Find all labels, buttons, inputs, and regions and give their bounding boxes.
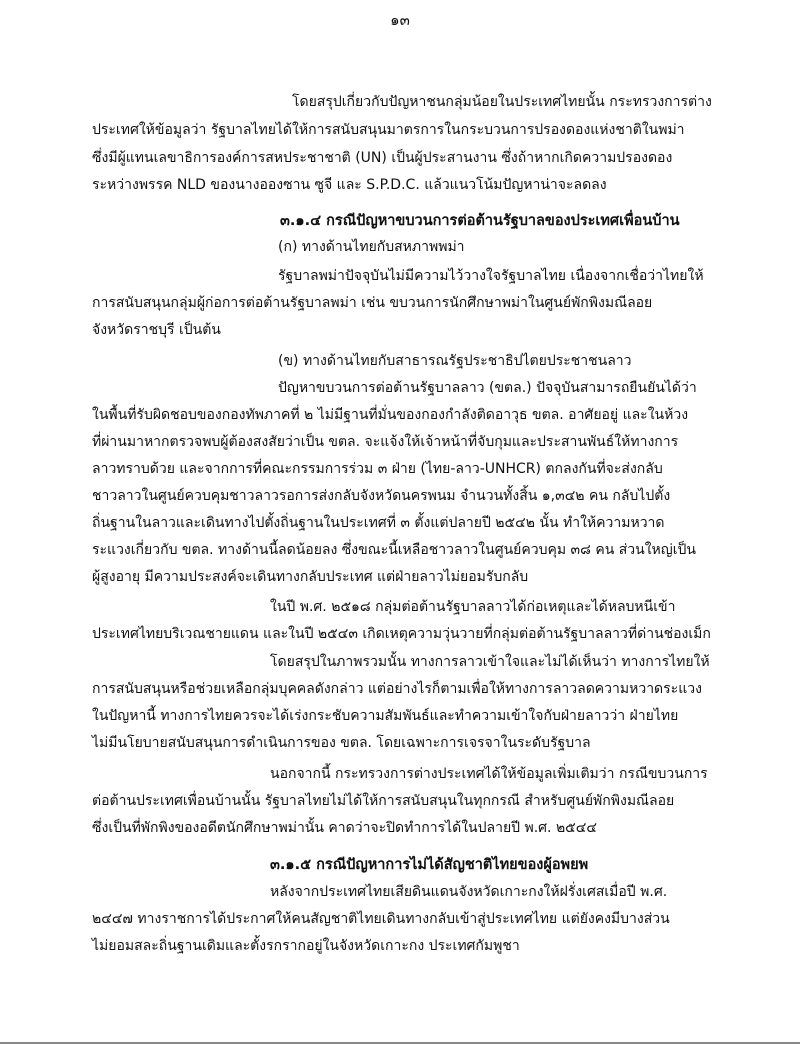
subsection-label: (ก) ทางด้านไทยกับสหภาพพม่า bbox=[278, 239, 465, 255]
paragraph-line: ในปัญหานี้ ทางการไทยควรจะได้เร่งกระชับความสัมพันธ์และทำความเข้าใจกับฝ่ายลาวว่า ฝ่ายไทย bbox=[92, 708, 679, 724]
paragraph-line: ต่อต้านประเทศเพื่อนบ้านนั้น รัฐบาลไทยไม่ได้ให้การสนับสนุนในทุกกรณี สำหรับศูนย์พักพิงมณีลอย bbox=[92, 793, 675, 809]
page-bottom-border bbox=[0, 1042, 800, 1044]
paragraph-line: ซึ่งเป็นที่พักพิงของอดีตนักศึกษาพม่านั้น คาดว่าจะปิดทำการได้ในปลายปี พ.ศ. ๒๕๔๔ bbox=[92, 820, 597, 836]
paragraph-line: ลาวทราบด้วย และจากการที่คณะกรรมการร่วม ๓ ฝ่าย (ไทย-ลาว-UNHCR) ตกลงกันที่จะส่งกลับ bbox=[92, 461, 663, 477]
paragraph-line: ที่ผ่านมาหากตรวจพบผู้ต้องสงสัยว่าเป็น ขตล. จะแจ้งให้เจ้าหน้าที่จับกุมและประสานพันธ์ให้ทางการ bbox=[92, 434, 679, 450]
paragraph-line: การสนับสนุนกลุ่มผู้ก่อการต่อต้านรัฐบาลพม่า เช่น ขบวนการนักศึกษาพม่าในศูนย์พักพิงมณีลอย bbox=[92, 295, 653, 311]
paragraph-line: การสนับสนุนหรือช่วยเหลือกลุ่มบุคคลดังกล่าว แต่อย่างไรก็ตามเพื่อให้ทางการลาวลดความหวาดระแวง bbox=[92, 681, 702, 697]
paragraph-line: ประเทศให้ข้อมูลว่า รัฐบาลไทยได้ให้การสนับสนุนมาตรการในกระบวนการปรองดองแห่งชาติในพม่า bbox=[92, 122, 685, 138]
section-heading: ๓.๑.๕ กรณีปัญหาการไม่ได้สัญชาติไทยของผู้อพยพ bbox=[270, 857, 589, 873]
paragraph-line: ปัญหาขบวนการต่อต้านรัฐบาลลาว (ขตล.) ปัจจุบันสามารถยืนยันได้ว่า bbox=[278, 380, 697, 396]
paragraph-line: ไม่ยอมสละถิ่นฐานเดิมและตั้งรกรากอยู่ในจังหวัดเกาะกง ประเทศกัมพูชา bbox=[92, 938, 520, 954]
paragraph-line: ไม่มีนโยบายสนับสนุนการดำเนินการของ ขตล. โดยเฉพาะการเจรจาในระดับรัฐบาล bbox=[92, 735, 591, 751]
paragraph-line: ประเทศไทยบริเวณชายแดน และในปี ๒๕๔๓ เกิดเหตุความวุ่นวายที่กลุ่มต่อต้านรัฐบาลลาวที่ด่านช่องเม็ก bbox=[92, 626, 711, 642]
paragraph-line: โดยสรุปเกี่ยวกับปัญหาชนกลุ่มน้อยในประเทศไทยนั้น กระทรวงการต่าง bbox=[292, 94, 712, 110]
page-number: ๑๓ bbox=[390, 11, 410, 29]
paragraph-line: ถิ่นฐานในลาวและเดินทางไปตั้งถิ่นฐานในประเทศที่ ๓ ตั้งแต่ปลายปี ๒๕๔๒ นั้น ทำให้ความหวาด bbox=[92, 515, 665, 531]
paragraph-line: โดยสรุปในภาพรวมนั้น ทางการลาวเข้าใจและไม่ได้เห็นว่า ทางการไทยให้ bbox=[270, 654, 710, 670]
paragraph-line: จังหวัดราชบุรี เป็นต้น bbox=[92, 322, 221, 338]
paragraph-line: หลังจากประเทศไทยเสียดินแดนจังหวัดเกาะกงให้ฝรั่งเศสเมื่อปี พ.ศ. bbox=[270, 884, 668, 900]
subsection-label: (ข) ทางด้านไทยกับสาธารณรัฐประชาธิปไตยประชาชนลาว bbox=[278, 353, 632, 369]
paragraph-line: ในปี พ.ศ. ๒๕๑๘ กลุ่มต่อต้านรัฐบาลลาวได้ก่อเหตุและได้หลบหนีเข้า bbox=[270, 599, 676, 615]
paragraph-line: รัฐบาลพม่าปัจจุบันไม่มีความไว้วางใจรัฐบาลไทย เนื่องจากเชื่อว่าไทยให้ bbox=[278, 268, 704, 284]
paragraph-line: ระแวงเกี่ยวกับ ขตล. ทางด้านนี้ลดน้อยลง ซึ่งขณะนี้เหลือชาวลาวในศูนย์ควบคุม ๓๘ คน ส่วนใหญ่เป็น bbox=[92, 542, 696, 558]
paragraph-line: นอกจากนี้ กระทรวงการต่างประเทศได้ให้ข้อมูลเพิ่มเติมว่า กรณีขบวนการ bbox=[270, 766, 708, 782]
paragraph-line: ผู้สูงอายุ มีความประสงค์จะเดินทางกลับประเทศ แต่ฝ่ายลาวไม่ยอมรับกลับ bbox=[92, 569, 529, 585]
paragraph-line: ๒๔๔๗ ทางราชการได้ประกาศให้คนสัญชาติไทยเดินทางกลับเข้าสู่ประเทศไทย แต่ยังคงมีบางส่วน bbox=[92, 911, 670, 927]
section-heading: ๓.๑.๔ กรณีปัญหาขบวนการต่อต้านรัฐบาลของประเทศเพื่อนบ้าน bbox=[280, 213, 680, 229]
paragraph-line: ชาวลาวในศูนย์ควบคุมชาวลาวรอการส่งกลับจังหวัดนครพนม จำนวนทั้งสิ้น ๑,๓๔๒ คน กลับไปตั้ง bbox=[92, 488, 671, 504]
paragraph-line: ระหว่างพรรค NLD ของนางอองซาน ซูจี และ S.P.D.C. แล้วแนวโน้มปัญหาน่าจะลดลง bbox=[92, 177, 607, 193]
paragraph-line: ซึ่งมีผู้แทนเลขาธิการองค์การสหประชาชาติ (UN) เป็นผู้ประสานงาน ซึ่งถ้าหากเกิดความปรองดอง bbox=[92, 150, 673, 166]
paragraph-line: ในพื้นที่รับผิดชอบของกองทัพภาคที่ ๒ ไม่มีฐานที่มั่นของกองกำลังติดอาวุธ ขตล. อาศัยอยู่ และในห้วง bbox=[92, 407, 689, 423]
